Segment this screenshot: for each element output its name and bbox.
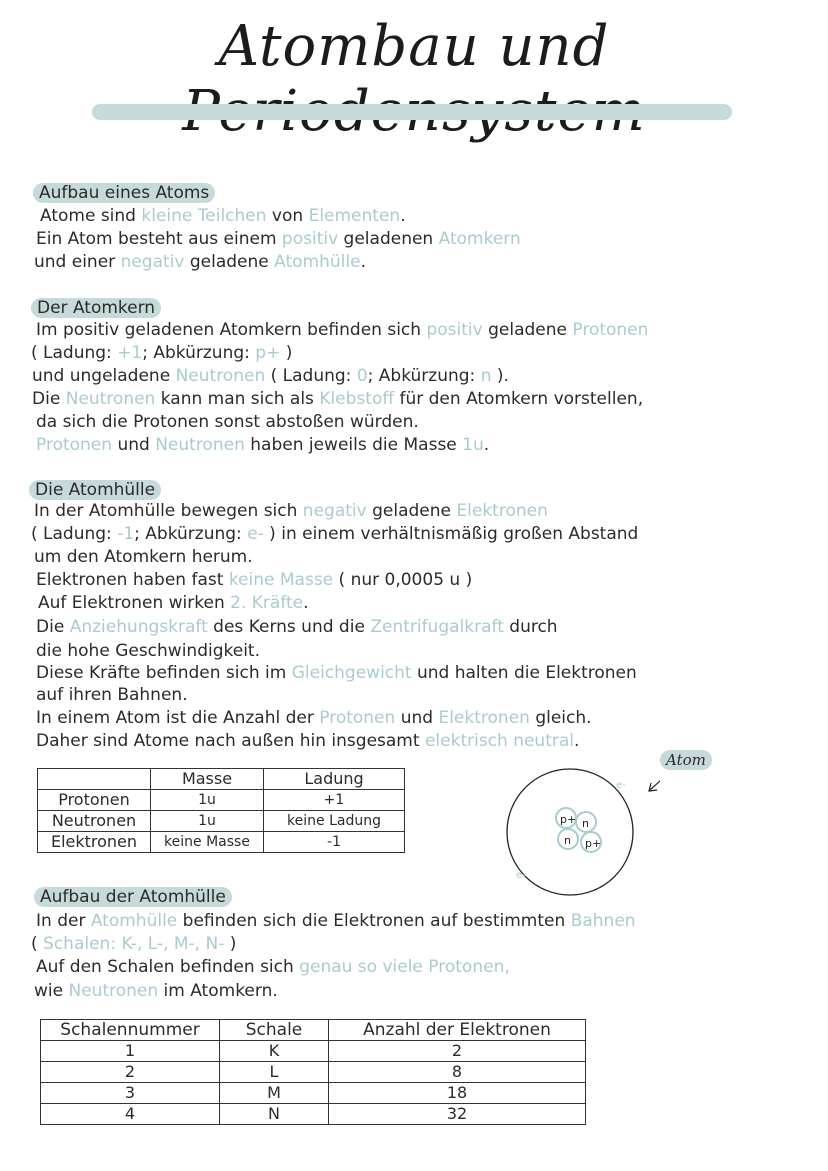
table-cell: 18 — [329, 1083, 586, 1104]
text-segment: durch — [503, 617, 558, 637]
text-segment: und — [112, 435, 156, 455]
text-segment: Im positiv geladenen Atomkern befinden sich — [36, 320, 427, 340]
text-segment: kann man sich als — [155, 389, 320, 409]
text-line — [36, 684, 188, 706]
text-segment: Daher sind Atome nach außen hin insgesamt — [36, 731, 425, 751]
table-header-anzahl: Anzahl der Elektronen — [329, 1020, 586, 1041]
table-cell: L — [220, 1062, 329, 1083]
table-cell: 32 — [329, 1104, 586, 1125]
text-segment: ( Ladung: — [31, 343, 118, 363]
proton-label: p+ — [560, 813, 577, 826]
highlighted-term: Neutronen — [68, 981, 159, 1001]
text-line — [36, 411, 419, 433]
highlighted-term: n — [480, 366, 492, 386]
text-segment: geladene — [366, 501, 457, 521]
text-line — [36, 956, 510, 978]
text-segment: . — [483, 435, 490, 455]
text-segment: befinden sich die Elektronen auf bestimmten — [177, 911, 571, 931]
text-line — [36, 569, 472, 591]
table-cell: 2 — [41, 1062, 220, 1083]
table-cell: -1 — [264, 832, 405, 853]
text-segment: Ein Atom besteht aus einem — [36, 229, 282, 249]
table-cell: K — [220, 1041, 329, 1062]
highlighted-term: negativ — [120, 252, 185, 272]
table-header-ladung: Ladung — [264, 769, 405, 790]
text-line — [36, 730, 579, 752]
highlighted-term: Protonen — [319, 708, 396, 728]
text-segment: im Atomkern. — [158, 981, 278, 1001]
highlighted-term: Anziehungskraft — [69, 617, 208, 637]
text-segment: ( Ladung: — [31, 524, 118, 544]
text-segment: haben jeweils die Masse — [244, 435, 463, 455]
arrow-line — [650, 772, 660, 790]
text-segment: Auf Elektronen wirken — [38, 593, 231, 613]
text-segment: In der — [36, 911, 91, 931]
text-line — [34, 980, 278, 1002]
highlighted-term: +1 — [117, 343, 143, 363]
text-segment: ( Ladung: — [265, 366, 357, 386]
table-cell: keine Masse — [151, 832, 264, 853]
text-segment: . — [574, 731, 580, 751]
highlighted-term: Zentrifugalkraft — [370, 617, 504, 637]
neutron-label: n — [564, 834, 571, 847]
table-cell: Elektronen — [38, 832, 151, 853]
text-line — [34, 500, 548, 522]
table-header-row — [41, 1020, 586, 1041]
text-segment: geladene — [184, 252, 275, 272]
text-segment: Elektronen haben fast — [36, 570, 229, 590]
text-line — [31, 342, 292, 364]
text-line — [36, 434, 489, 456]
table-cell: +1 — [264, 790, 405, 811]
neutron-label: n — [582, 817, 589, 830]
text-segment: ( nur 0,0005 u ) — [333, 570, 473, 590]
table-header-masse: Masse — [151, 769, 264, 790]
text-line — [40, 205, 406, 227]
table-cell: Protonen — [38, 790, 151, 811]
text-line — [36, 662, 637, 684]
highlighted-term: Bahnen — [570, 911, 636, 931]
text-segment: ; Abkürzung: — [367, 366, 481, 386]
text-line — [32, 365, 509, 387]
highlighted-term: kleine Teilchen — [141, 206, 267, 226]
highlighted-term: Neutronen — [65, 389, 156, 409]
text-segment: wie — [34, 981, 69, 1001]
text-segment: In der Atomhülle bewegen sich — [34, 501, 303, 521]
heading-aufbau: Aufbau eines Atoms — [33, 183, 215, 203]
highlighted-term: elektrisch neutral — [424, 731, 575, 751]
text-segment: Die — [32, 389, 66, 409]
table-row — [41, 1104, 586, 1125]
table-row — [41, 1062, 586, 1083]
highlighted-term: negativ — [302, 501, 367, 521]
highlighted-term: Elektronen — [456, 501, 548, 521]
table-header-row — [38, 769, 405, 790]
text-line — [36, 228, 521, 250]
text-segment: und — [395, 708, 439, 728]
highlighted-term: 1u — [462, 435, 484, 455]
title-underline — [92, 104, 732, 120]
highlighted-term: Elektronen — [438, 708, 530, 728]
table-cell: 1u — [151, 811, 264, 832]
highlighted-term: positiv — [426, 320, 483, 340]
table-row — [38, 832, 405, 853]
text-segment: um den Atomkern herum. — [34, 547, 253, 567]
highlighted-term: Klebstoff — [319, 389, 395, 409]
text-segment: von — [266, 206, 309, 226]
shell-table — [40, 1019, 586, 1125]
table-cell: 2 — [329, 1041, 586, 1062]
table-cell: 8 — [329, 1062, 586, 1083]
text-segment: da sich die Protonen sonst abstoßen würden. — [36, 412, 419, 432]
heading-atomhuelle: Die Atomhülle — [29, 480, 161, 500]
highlighted-term: genau so viele Protonen, — [299, 957, 510, 977]
highlighted-term: Schalen: K-, L-, M-, N- — [43, 934, 225, 954]
text-segment: ). — [491, 366, 509, 386]
text-segment: Atome sind — [40, 206, 142, 226]
page-title: Atombau und — [218, 14, 610, 79]
table-cell: 1u — [151, 790, 264, 811]
text-line — [36, 910, 636, 932]
text-line — [36, 707, 592, 729]
text-segment: ; Abkürzung: — [142, 343, 256, 363]
text-line — [34, 546, 253, 568]
table-row — [38, 790, 405, 811]
text-segment: des Kerns und die — [207, 617, 371, 637]
text-segment: und einer — [34, 252, 121, 272]
table-cell: Neutronen — [38, 811, 151, 832]
text-segment: Auf den Schalen befinden sich — [36, 957, 300, 977]
text-segment: ( — [31, 934, 44, 954]
table-header-schalennummer: Schalennummer — [41, 1020, 220, 1041]
text-segment: . — [303, 593, 309, 613]
proton-label: p+ — [585, 837, 602, 850]
text-segment: ; Abkürzung: — [134, 524, 248, 544]
highlighted-term: Atomkern — [438, 229, 521, 249]
highlighted-term: Protonen — [36, 435, 113, 455]
text-line — [36, 616, 558, 638]
table-row — [41, 1041, 586, 1062]
text-line — [31, 933, 236, 955]
table-cell: 4 — [41, 1104, 220, 1125]
text-segment: . — [400, 206, 406, 226]
highlighted-term: Atomhülle — [90, 911, 178, 931]
highlighted-term: Neutronen — [155, 435, 245, 455]
text-segment: die hohe Geschwindigkeit. — [36, 641, 260, 661]
table-cell: 1 — [41, 1041, 220, 1062]
text-segment: für den Atomkern vorstellen, — [394, 389, 644, 409]
text-line — [31, 523, 638, 545]
text-segment: und ungeladene — [32, 366, 176, 386]
text-segment: Diese Kräfte befinden sich im — [36, 663, 292, 683]
highlighted-term: Gleichgewicht — [291, 663, 412, 683]
highlighted-term: positiv — [281, 229, 339, 249]
highlighted-term: Atomhülle — [274, 252, 361, 272]
table-cell: M — [220, 1083, 329, 1104]
particle-table — [37, 768, 405, 853]
table-cell: N — [220, 1104, 329, 1125]
highlighted-term: Protonen — [572, 320, 649, 340]
highlighted-term: -1 — [117, 524, 135, 544]
text-segment: . — [360, 252, 366, 272]
text-segment: gleich. — [529, 708, 592, 728]
table-header-schale: Schale — [220, 1020, 329, 1041]
highlighted-term: Elementen — [308, 206, 401, 226]
text-segment: ) in einem verhältnismäßig großen Abstand — [263, 524, 639, 544]
text-segment: geladene — [482, 320, 573, 340]
highlighted-term: keine Masse — [228, 570, 334, 590]
text-segment: Die — [36, 617, 70, 637]
table-cell: 3 — [41, 1083, 220, 1104]
table-row — [41, 1083, 586, 1104]
table-cell — [38, 769, 151, 790]
text-segment: geladenen — [338, 229, 439, 249]
highlighted-term: e- — [247, 524, 264, 544]
atom-diagram — [490, 760, 660, 900]
text-line — [32, 388, 643, 410]
heading-atomkern: Der Atomkern — [31, 298, 161, 318]
electron-bottom: e- — [516, 870, 526, 881]
highlighted-term: Neutronen — [175, 366, 266, 386]
highlighted-term: p+ — [255, 343, 281, 363]
text-segment: auf ihren Bahnen. — [36, 685, 188, 705]
highlighted-term: 0 — [356, 366, 368, 386]
text-segment: In einem Atom ist die Anzahl der — [36, 708, 320, 728]
text-segment: ) — [280, 343, 293, 363]
text-line — [36, 319, 648, 341]
text-segment: ) — [224, 934, 237, 954]
text-line — [36, 640, 260, 662]
text-line — [34, 251, 366, 273]
atom-label: Atom — [660, 750, 712, 770]
table-cell: keine Ladung — [264, 811, 405, 832]
table-row — [38, 811, 405, 832]
text-segment: und halten die Elektronen — [411, 663, 637, 683]
text-line — [38, 592, 309, 614]
highlighted-term: 2. Kräfte — [230, 593, 304, 613]
electron-top: e- — [616, 780, 626, 791]
heading-aufbau-huelle: Aufbau der Atomhülle — [34, 887, 232, 907]
